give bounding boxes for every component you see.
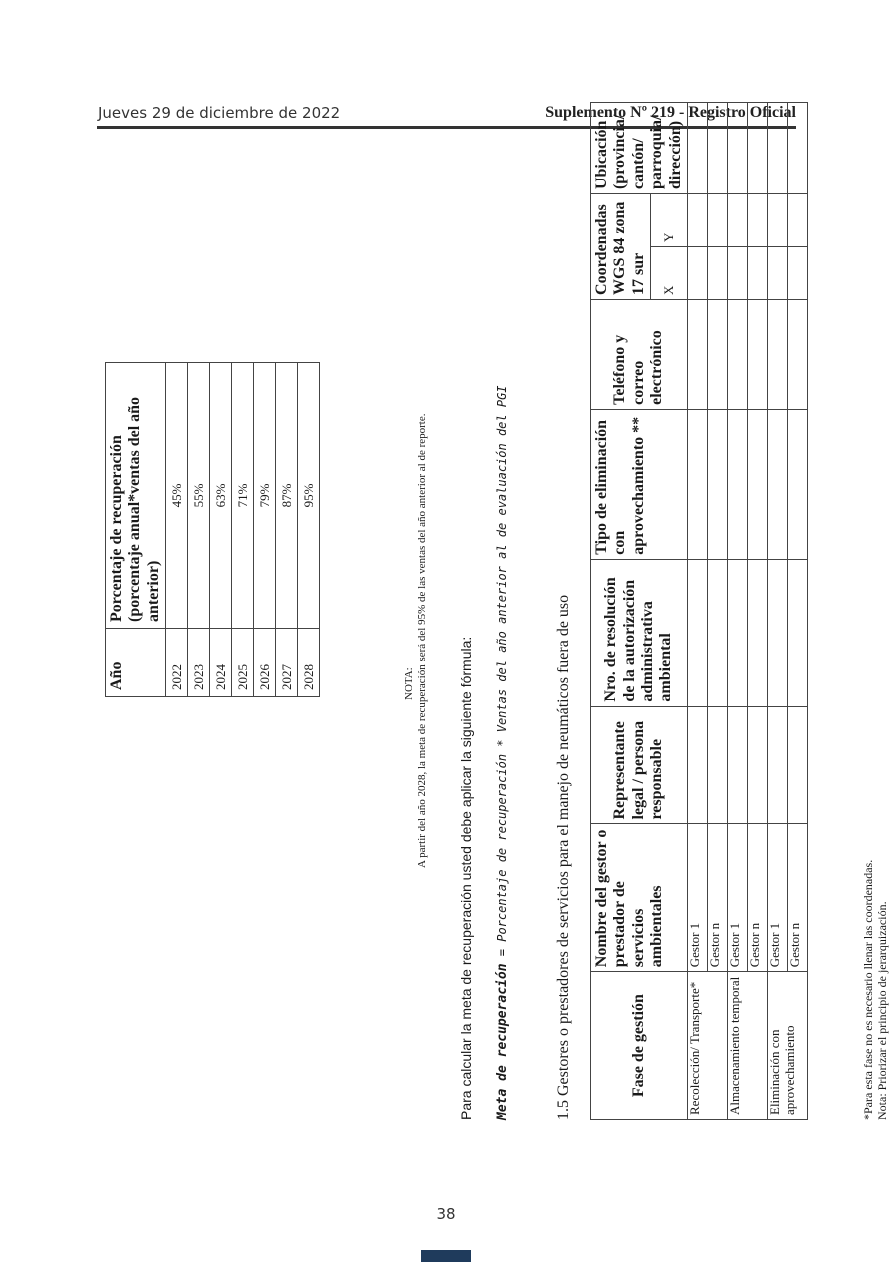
formula-intro: Para calcular la meta de recuperación usted debe aplicar la siguiente fórmula: bbox=[458, 636, 474, 1120]
ubicacion-header: Ubicación (provincia/ cantón/ parroquia/ dirección) bbox=[591, 103, 688, 194]
gestor-cell: Gestor n bbox=[707, 824, 727, 972]
percentage-cell: 87% bbox=[276, 363, 298, 629]
footnote-hierarchy: Nota: Priorizar el principio de jerarquización. bbox=[875, 901, 890, 1120]
year-cell: 2024 bbox=[210, 629, 232, 697]
nombre-header: Nombre del gestor o prestador de servicios ambientales bbox=[591, 824, 688, 972]
coord-x-header: X bbox=[651, 247, 688, 300]
page-tab-marker bbox=[421, 1250, 471, 1262]
telefono-header: Teléfono y correo electrónico bbox=[591, 299, 688, 409]
gestor-cell: Gestor n bbox=[787, 824, 807, 972]
percentage-cell: 63% bbox=[210, 363, 232, 629]
table-row bbox=[727, 103, 747, 1120]
fase-cell: Almacenamiento temporal bbox=[727, 972, 767, 1120]
table-row bbox=[767, 103, 787, 1120]
gestores-table bbox=[590, 102, 808, 1120]
resolucion-header: Nro. de resolución de la autorización administrativa ambiental bbox=[591, 559, 688, 706]
section-title: 1.5 Gestores o prestadores de servicios para el manejo de neumáticos fuera de uso bbox=[555, 594, 572, 1120]
formula-lhs: Meta de recuperación bbox=[495, 963, 510, 1120]
rotated-content bbox=[100, 114, 890, 1170]
percentage-cell: 55% bbox=[188, 363, 210, 629]
nota-text: A partir del año 2028, la meta de recuperación será del 95% de las ventas del año anterior al de reporte. bbox=[416, 413, 428, 868]
percentage-cell: 95% bbox=[298, 363, 320, 629]
year-cell: 2023 bbox=[188, 629, 210, 697]
fase-header: Fase de gestión bbox=[591, 972, 688, 1120]
table-row bbox=[687, 103, 707, 1120]
year-cell: 2022 bbox=[166, 629, 188, 697]
year-cell: 2028 bbox=[298, 629, 320, 697]
table-row bbox=[166, 363, 188, 697]
nota-label: NOTA: bbox=[403, 667, 415, 700]
table-row bbox=[188, 363, 210, 697]
coord-y-header: Y bbox=[651, 194, 688, 247]
representante-header: Representante legal / persona responsable bbox=[591, 706, 688, 824]
formula-rhs: = Porcentaje de recuperación * Ventas del año anterior al de evaluación del PGI bbox=[495, 385, 509, 964]
percentage-cell: 79% bbox=[254, 363, 276, 629]
footnote-coordinates: *Para esta fase no es necesario llenar las coordenadas. bbox=[861, 859, 875, 1120]
table-row bbox=[747, 103, 767, 1120]
year-column-header: Año bbox=[106, 629, 166, 697]
table-row bbox=[707, 103, 727, 1120]
table-row bbox=[276, 363, 298, 697]
page-number: 38 bbox=[436, 1205, 456, 1223]
year-cell: 2026 bbox=[254, 629, 276, 697]
tipo-header: Tipo de eliminación con aprovechamiento ** bbox=[591, 409, 688, 559]
table-row bbox=[254, 363, 276, 697]
table-row bbox=[210, 363, 232, 697]
fase-cell: Eliminación con aprovechamiento bbox=[767, 972, 807, 1120]
header-publication: Suplemento Nº 219 - Registro Oficial bbox=[545, 104, 796, 121]
percentage-cell: 45% bbox=[166, 363, 188, 629]
year-cell: 2027 bbox=[276, 629, 298, 697]
gestor-cell: Gestor 1 bbox=[687, 824, 707, 972]
fase-cell: Recolección/ Transporte* bbox=[687, 972, 727, 1120]
gestor-cell: Gestor 1 bbox=[767, 824, 787, 972]
header-date: Jueves 29 de diciembre de 2022 bbox=[98, 104, 341, 122]
percentage-column-header: Porcentaje de recuperación (porcentaje anual*ventas del año anterior) bbox=[106, 363, 166, 629]
coordenadas-header: Coordenadas WGS 84 zona 17 sur bbox=[591, 194, 651, 300]
formula bbox=[495, 385, 510, 1120]
table-row bbox=[787, 103, 807, 1120]
recovery-percentage-table bbox=[105, 362, 320, 697]
gestor-cell: Gestor n bbox=[747, 824, 767, 972]
percentage-cell: 71% bbox=[232, 363, 254, 629]
gestor-cell: Gestor 1 bbox=[727, 824, 747, 972]
year-cell: 2025 bbox=[232, 629, 254, 697]
table-row bbox=[298, 363, 320, 697]
table-row bbox=[232, 363, 254, 697]
footnotes bbox=[861, 860, 890, 1120]
